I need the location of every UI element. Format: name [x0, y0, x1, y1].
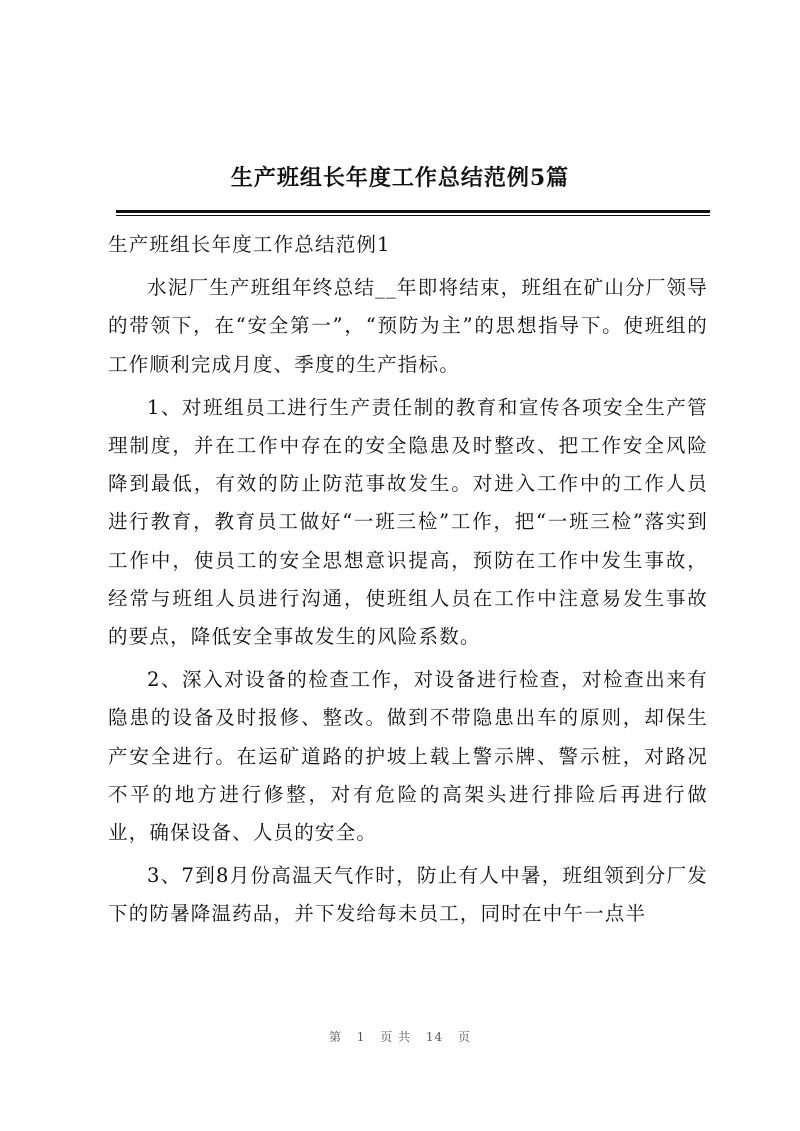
paragraph-item-2: 2、深入对设备的检查工作，对设备进行检查，对检查出来有隐患的设备及时报修、整改。做到不带隐患出车的原则，却保生产安全进行。在运矿道路的护坡上载上警示牌、警示桩，对路况不平的地方进行修整，对有危险的高架头进行排险后再进行做业，确保设备、人员的安全。	[108, 668, 708, 845]
footer-total-pages: 14	[425, 1030, 444, 1044]
title-rule-thin	[116, 215, 710, 216]
title-rule-thick	[116, 210, 710, 213]
page-title: 生产班组长年度工作总结范例5篇	[230, 165, 570, 191]
paragraph-item-1: 1、对班组员工进行生产责任制的教育和宣传各项安全生产管理制度，并在工作中存在的安全隐患及时整改、把工作安全风险降到最低，有效的防止防范事故发生。对进入工作中的工作人员进行教育，教育员工做好“一班三检”工作，把“一班三检”落实到工作中，使员工的安全思想意识提高，预防在工作中发生事故，经常与班组人员进行沟通，使班组人员在工作中注意易发生事故的要点，降低安全事故发生的风险系数。	[108, 395, 708, 649]
paragraph-item-3: 3、7到8月份高温天气作时，防止有人中暑，班组领到分厂发下的防暑降温药品，并下发给每未员工，同时在中午一点半	[108, 864, 708, 926]
document-body	[108, 226, 708, 939]
footer-current-page: 1	[356, 1030, 366, 1044]
page-footer	[0, 1028, 800, 1045]
footer-label-of: 页 共	[380, 1030, 412, 1044]
footer-label-page: 第	[328, 1030, 342, 1044]
paragraph-intro: 水泥厂生产班组年终总结__年即将结束，班组在矿山分厂领导的带领下，在“安全第一”，“预防为主”的思想指导下。使班组的工作顺利完成月度、季度的生产指标。	[108, 276, 708, 376]
section-heading: 生产班组长年度工作总结范例1	[108, 233, 391, 256]
footer-label-pages: 页	[458, 1030, 472, 1044]
